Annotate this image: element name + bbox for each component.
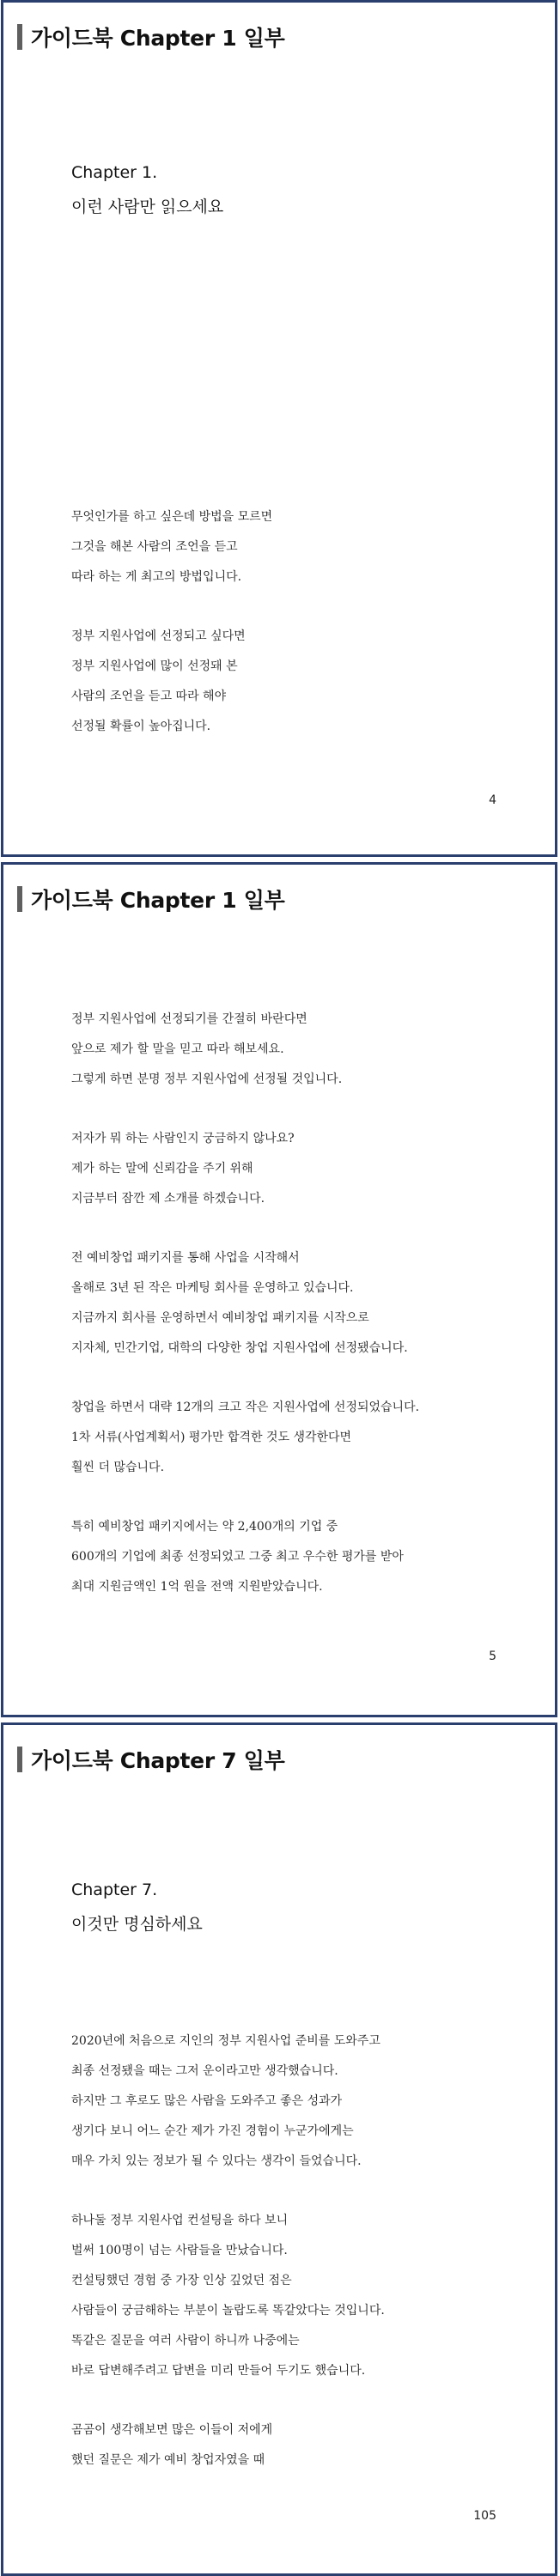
chapter-heading: 이것만 명심하세요 (71, 1915, 203, 1934)
page-number: 5 (489, 1649, 496, 1663)
text-line: 하나둘 정부 지원사업 컨설팅을 하다 보니 (71, 2214, 289, 2227)
text-line: 무엇인가를 하고 싶은데 방법을 모르면 (71, 510, 273, 524)
text-line: 600개의 기업에 최종 선정되었고 그중 최고 우수한 평가를 받아 (71, 1550, 404, 1564)
paragraph (71, 1005, 419, 1095)
guidebook-page (1, 862, 557, 1717)
text-line: 벌써 100명이 넘는 사람들을 만났습니다. (71, 2244, 288, 2257)
text-line: 따라 하는 게 최고의 방법입니다. (71, 570, 242, 584)
text-line: 제가 하는 말에 신뢰감을 주기 위해 (71, 1162, 253, 1176)
paragraph (71, 1512, 419, 1602)
header-accent-bar (17, 24, 22, 50)
paragraph (71, 502, 272, 592)
text-line: 앞으로 제가 할 말을 믿고 따라 해보세요. (71, 1042, 284, 1056)
header-title: 가이드북 Chapter 1 일부 (31, 26, 285, 51)
text-line: 전 예비창업 패키지를 통해 사업을 시작해서 (71, 1251, 300, 1265)
chapter-label: Chapter 1. (71, 163, 158, 182)
chapter-heading: 이런 사람만 읽으세요 (71, 197, 224, 216)
paragraph (71, 1393, 419, 1483)
text-line: 창업을 하면서 대략 12개의 크고 작은 지원사업에 선정되었습니다. (71, 1400, 420, 1414)
text-line: 정부 지원사업에 많이 선정돼 본 (71, 659, 238, 673)
page-header (17, 884, 284, 914)
text-line: 선정될 확률이 높아집니다. (71, 720, 211, 733)
header-accent-bar (17, 1747, 22, 1772)
text-line: 특히 예비창업 패키지에서는 약 2,400개의 기업 중 (71, 1520, 338, 1534)
text-line: 컨설팅했던 경험 중 가장 인상 깊었던 점은 (71, 2274, 292, 2287)
text-line: 사람의 조언을 듣고 따라 해야 (71, 690, 227, 703)
text-line: 정부 지원사업에 선정되기를 간절히 바란다면 (71, 1012, 307, 1026)
text-line: 1차 서류(사업계획서) 평가만 합격한 것도 생각한다면 (71, 1431, 352, 1444)
body-text (71, 502, 272, 771)
text-line: 지금까지 회사를 운영하면서 예비창업 패키지를 시작으로 (71, 1311, 369, 1325)
paragraph (71, 2026, 385, 2177)
paragraph (71, 2206, 385, 2386)
text-line: 했던 질문은 제가 예비 창업자였을 때 (71, 2453, 265, 2467)
text-line: 지자체, 민간기업, 대학의 다양한 창업 지원사업에 선정됐습니다. (71, 1341, 408, 1355)
text-line: 정부 지원사업에 선정되고 싶다면 (71, 629, 246, 643)
page-header (17, 1744, 284, 1775)
chapter-label: Chapter 7. (71, 1880, 158, 1899)
guidebook-page (1, 0, 557, 857)
body-text (71, 1005, 419, 1631)
text-line: 하지만 그 후로도 많은 사람을 도와주고 좋은 성과가 (71, 2094, 343, 2108)
paragraph (71, 622, 272, 742)
text-line: 곰곰이 생각해보면 많은 이들이 저에게 (71, 2423, 273, 2437)
paragraph (71, 2415, 385, 2476)
header-accent-bar (17, 886, 22, 912)
text-line: 매우 가치 있는 정보가 될 수 있다는 생각이 들었습니다. (71, 2154, 362, 2168)
text-line: 그것을 해본 사람의 조언을 듣고 (71, 540, 238, 554)
chapter-title-block (71, 155, 223, 224)
text-line: 바로 답변해주려고 답변을 미리 만들어 두기도 했습니다. (71, 2364, 366, 2378)
text-line: 사람들이 궁금해하는 부분이 놀랍도록 똑같았다는 것입니다. (71, 2304, 385, 2318)
text-line: 생기다 보니 어느 순간 제가 가진 경험이 누군가에게는 (71, 2124, 354, 2138)
header-title: 가이드북 Chapter 1 일부 (31, 888, 285, 913)
page-number: 4 (489, 793, 496, 807)
text-line: 똑같은 질문을 여러 사람이 하니까 나중에는 (71, 2334, 300, 2348)
text-line: 2020년에 처음으로 지인의 정부 지원사업 준비를 도와주고 (71, 2034, 380, 2048)
text-line: 그렇게 하면 분명 정부 지원사업에 선정될 것입니다. (71, 1072, 343, 1086)
paragraph (71, 1124, 419, 1214)
header-title: 가이드북 Chapter 7 일부 (31, 1748, 285, 1773)
paragraph (71, 1243, 419, 1364)
body-text (71, 2026, 385, 2505)
guidebook-page (1, 1722, 557, 2576)
page-number: 105 (473, 2509, 496, 2523)
page-header (17, 21, 284, 52)
chapter-title-block (71, 1873, 203, 1941)
text-line: 올해로 3년 된 작은 마케팅 회사를 운영하고 있습니다. (71, 1281, 354, 1295)
text-line: 지금부터 잠깐 제 소개를 하겠습니다. (71, 1192, 265, 1206)
text-line: 최종 선정됐을 때는 그저 운이라고만 생각했습니다. (71, 2064, 338, 2078)
text-line: 저자가 뭐 하는 사람인지 궁금하지 않나요? (71, 1132, 295, 1145)
text-line: 훨씬 더 많습니다. (71, 1461, 165, 1474)
text-line: 최대 지원금액인 1억 원을 전액 지원받았습니다. (71, 1580, 323, 1594)
